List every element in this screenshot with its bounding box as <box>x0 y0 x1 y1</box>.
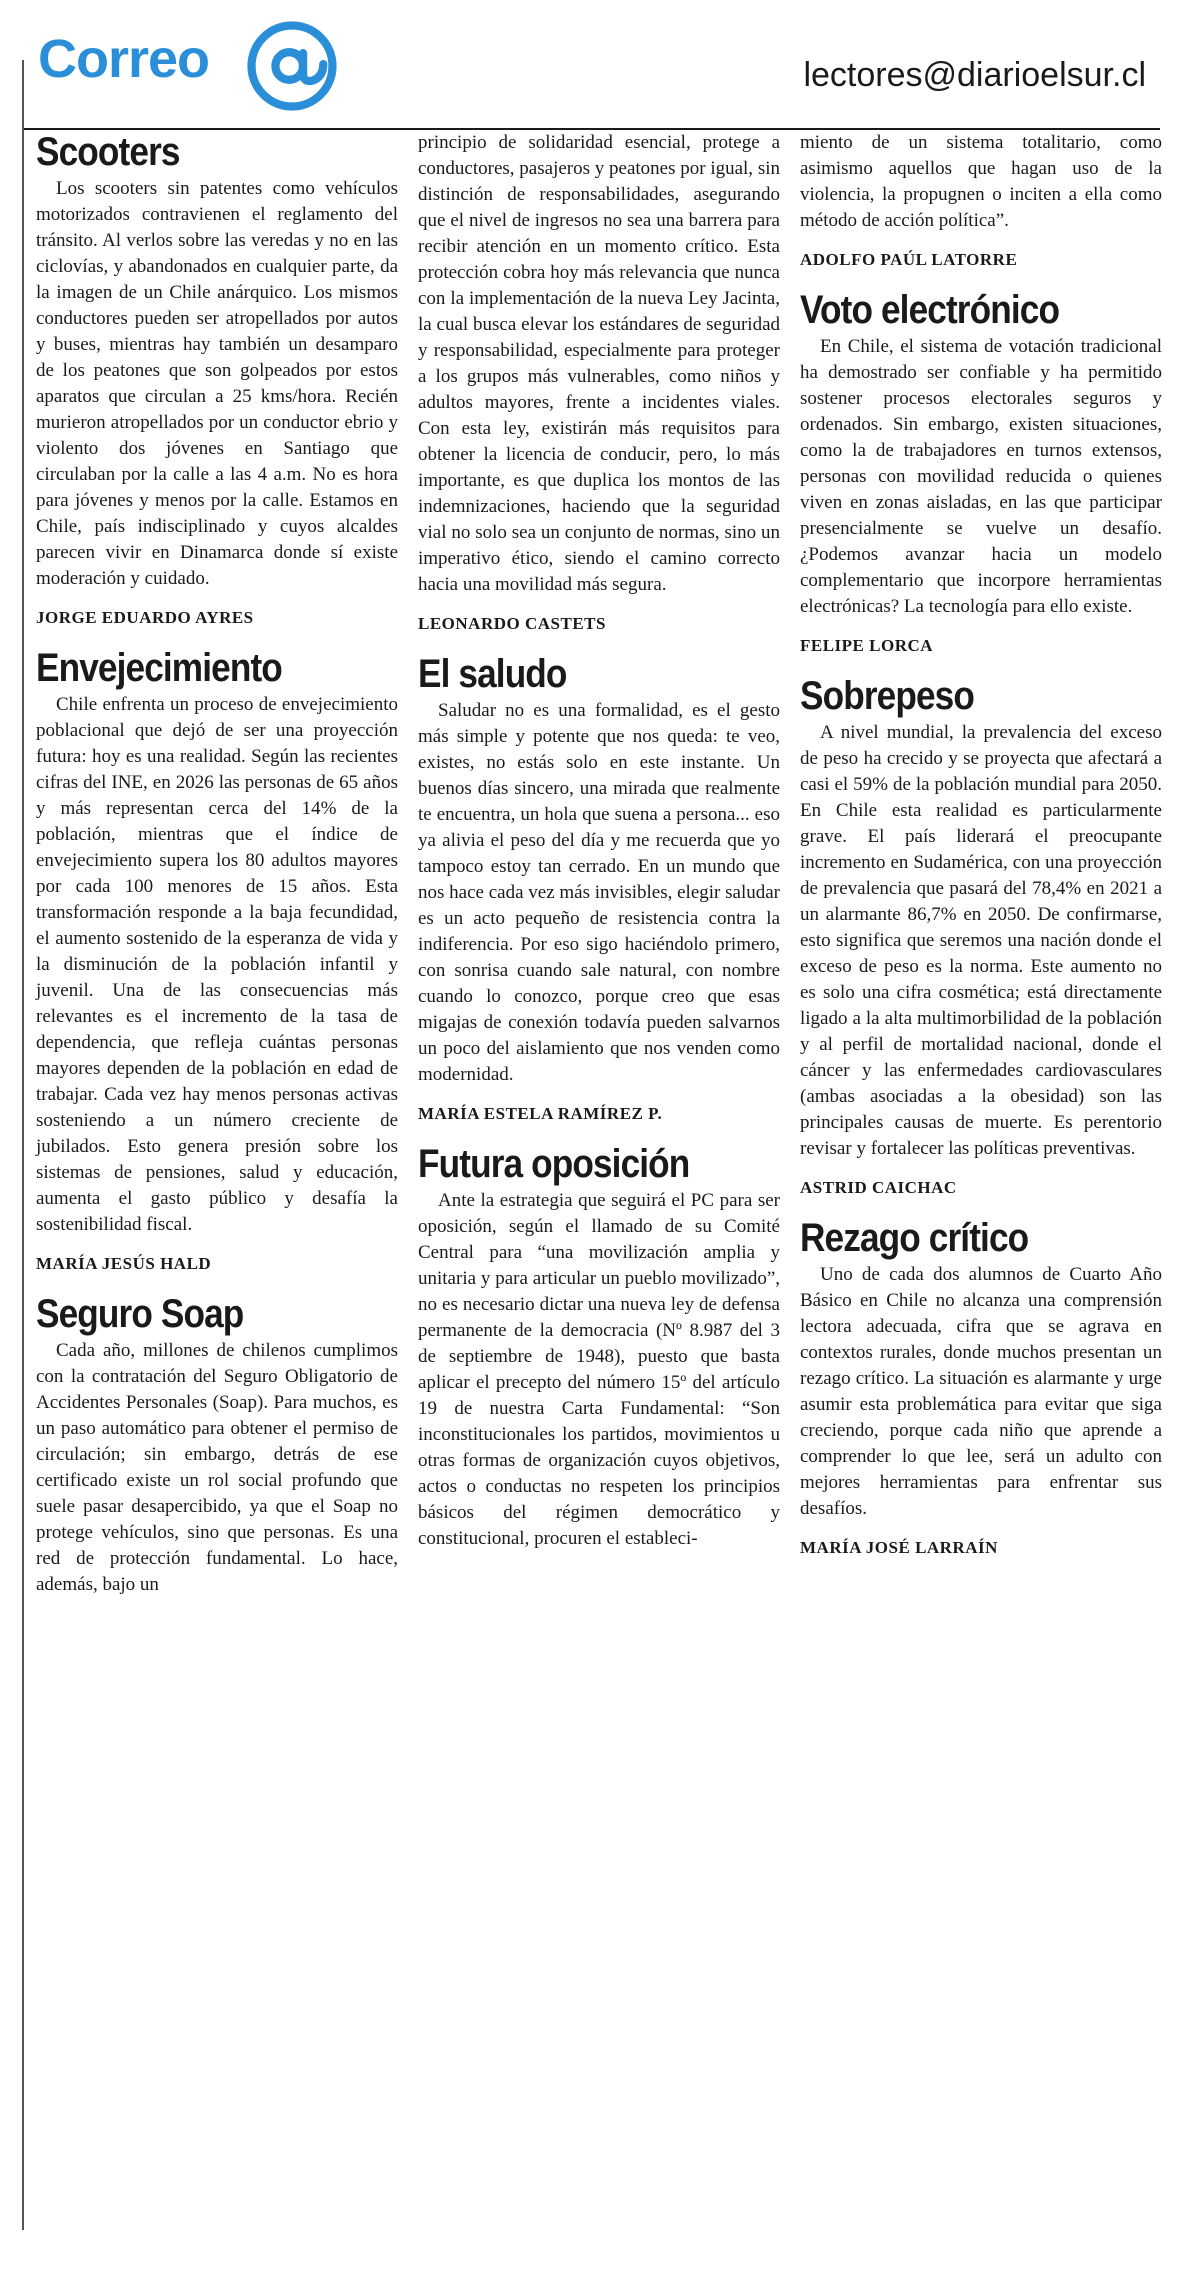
letter-el-saludo <box>418 652 780 1124</box>
letter-author: LEONARDO CASTETS <box>418 614 606 633</box>
contact-email[interactable]: lectores@diarioelsur.cl <box>803 56 1146 94</box>
column-3 <box>800 130 1162 1576</box>
letter-body-continued: miento de un sistema totalitario, como asimismo aquellos que hagan uso de la violencia, la propugnen o inciten a ella como método de acción política”. <box>800 132 1162 231</box>
letter-sobrepeso <box>800 674 1162 1198</box>
letter-envejecimiento <box>36 646 398 1274</box>
letter-title: El saludo <box>418 652 567 696</box>
letter-seguro-soap-continued <box>418 130 780 634</box>
column-1 <box>36 130 398 1612</box>
letter-title: Scooters <box>36 130 180 174</box>
letter-futura-oposicion-continued <box>800 130 1162 270</box>
letter-voto-electronico <box>800 288 1162 656</box>
at-sign-icon <box>246 20 338 112</box>
letter-body: Ante la estrategia que seguirá el PC para ser oposición, según el llamado de su Comité Central para “una movilización amplia y unitaria y para articular un pueblo movilizado”, no es necesario dictar una nueva ley de defensa permanente de la democracia (Nº 8.987 del 3 de septiembre de 1948), puesto que basta aplicar el precepto del número 15º del artículo 19 de nuestra Carta Fundamental: “Son inconstitucionales los partidos, movimientos u otras formas de organización cuyos objetivos, actos o conductas no respeten los principios básicos del régimen democrático y constitucional, procuren el estableci- <box>418 1190 780 1549</box>
letter-scooters <box>36 130 398 628</box>
left-margin-rule <box>22 60 24 2230</box>
letter-author: ADOLFO PAÚL LATORRE <box>800 250 1018 269</box>
letter-author: ASTRID CAICHAC <box>800 1178 957 1197</box>
letter-body: Cada año, millones de chilenos cumplimos con la contratación del Seguro Obligatorio de Accidentes Personales (Soap). Para muchos, es un paso automático para obtener el permiso de circulación; sin embargo, detrás de ese certificado existe un rol social profundo que suele pasar desapercibido, ya que el Soap no protege vehículos, sino que personas. Es una red de protección fundamental. Lo hace, además, bajo un <box>36 1340 398 1595</box>
letter-title: Futura oposición <box>418 1142 690 1186</box>
page-header <box>24 18 1160 130</box>
letter-body: A nivel mundial, la prevalencia del exceso de peso ha crecido y se proyecta que afectará a casi el 59% de la población mundial para 2050. En Chile esta realidad es particularmente grave. El país liderará el preocupante incremento en Sudamérica, con una proyección de prevalencia que pasará del 78,4% en 2021 a un alarmante 86,7% en 2050. De confirmarse, esto significa que seremos una nación donde el exceso de peso es la norma. Este aumento no es solo una cifra cosmética; está directamente ligado a la alta multimorbilidad de la población y al perfil de mortalidad nacional, donde el cáncer y las enfermedades cardiovasculares (ambas asociadas a la obesidad) son las principales causas de muerte. Es perentorio revisar y fortalecer las políticas preventivas. <box>800 722 1162 1159</box>
section-title: Correo <box>38 29 210 89</box>
letter-body-continued: principio de solidaridad esencial, protege a conductores, pasajeros y peatones por igual, sin distinción de responsabilidades, asegurando que el nivel de ingresos no sea una barrera para recibir atención en un momento crítico. Esta protección cobra hoy más relevancia que nunca con la implementación de la nueva Ley Jacinta, la cual busca elevar los estándares de seguridad y responsabilidad, especialmente para proteger a los grupos más vulnerables, como niños y adultos mayores, frente a incidentes viales. Con esta ley, existirán más requisitos para obtener la licencia de conducir, pero, lo más importante, es que duplica los montos de las indemnizaciones, haciendo que la seguridad vial no solo sea un conjunto de normas, sino un imperativo ético, siendo el camino correcto hacia una movilidad más segura. <box>418 132 780 595</box>
letter-author: MARÍA ESTELA RAMÍREZ P. <box>418 1104 663 1123</box>
letter-author: MARÍA JESÚS HALD <box>36 1254 212 1273</box>
column-2 <box>418 130 780 1566</box>
letter-body: Los scooters sin patentes como vehículos motorizados contravienen el reglamento del tránsito. Al verlos sobre las veredas y no en las ciclovías, y abandonados en cualquier parte, da la imagen de un Chile anárquico. Los mismos conductores pueden ser atropellados por autos y buses, mientras hay también un desamparo de los peatones que son golpeados por estos aparatos que circulan a 25 kms/hora. Recién murieron atropellados por un conductor ebrio y violento dos jóvenes en Santiago que circulaban por la calle a las 4 a.m. No es hora para jóvenes y menos por la calle. Estamos en Chile, país indisciplinado y cuyos alcaldes parecen vivir en Dinamarca donde sí existe moderación y cuidado. <box>36 178 398 589</box>
letter-title: Seguro Soap <box>36 1292 244 1336</box>
letter-title: Sobrepeso <box>800 674 974 718</box>
letter-body: Chile enfrenta un proceso de envejecimiento poblacional que dejó de ser una proyección futura: hoy es una realidad. Según las recientes cifras del INE, en 2026 las personas de 65 años y más representan cerca del 14% de la población, mientras que el índice de envejecimiento supera los 80 adultos mayores por cada 100 menores de 15 años. Esta transformación responde a la baja fecundidad, el aumento sostenido de la esperanza de vida y la disminución de la población infantil y juvenil. Una de las consecuencias más relevantes es el incremento de la tasa de dependencia, que refleja cuántas personas mayores dependen de la población en edad de trabajar. Cada vez hay menos personas activas sosteniendo a un número creciente de jubilados. Esto genera presión sobre los sistemas de pensiones, salud y educación, aumenta el gasto público y desafía la sostenibilidad fiscal. <box>36 694 398 1235</box>
letter-author: FELIPE LORCA <box>800 636 934 655</box>
letter-title: Envejecimiento <box>36 646 282 690</box>
letter-author: JORGE EDUARDO AYRES <box>36 608 254 627</box>
letter-body: Uno de cada dos alumnos de Cuarto Año Básico en Chile no alcanza una comprensión lectora adecuada, cifra que se agrava en contextos rurales, donde muchos presentan un rezago crítico. La situación es alarmante y urge asumir esta problemática para evitar que siga creciendo, porque cada niño que aprende a comprender lo que lee, será un adulto con mejores herramientas para enfrentar sus desafíos. <box>800 1264 1162 1519</box>
letter-author: MARÍA JOSÉ LARRAÍN <box>800 1538 998 1557</box>
letter-body: En Chile, el sistema de votación tradicional ha demostrado ser confiable y ha permitido sostener procesos electorales seguros y ordenados. Sin embargo, existen situaciones, como la de trabajadores en turnos extensos, personas con movilidad reducida o quienes viven en zonas aisladas, en las que participar presencialmente se vuelve un desafío. ¿Podemos avanzar hacia un modelo complementario que incorpore herramientas electrónicas? La tecnología para ello existe. <box>800 336 1162 617</box>
letter-rezago-critico <box>800 1216 1162 1558</box>
letter-title: Rezago crítico <box>800 1216 1029 1260</box>
letter-futura-oposicion <box>418 1142 780 1552</box>
letter-seguro-soap <box>36 1292 398 1598</box>
letter-body: Saludar no es una formalidad, es el gesto más simple y potente que nos queda: te veo, existes, no estás solo en este instante. Un buenos días sincero, una mirada que realmente te encuentra, un hola que suena a persona... eso ya alivia el peso del día y me recuerda que yo tampoco estoy tan cerrado. En un mundo que nos hace cada vez más invisibles, elegir saludar es un acto pequeño de resistencia contra la indiferencia. Por eso sigo haciéndolo primero, con sonrisa cuando sale natural, con nombre cuando lo conozco, porque creo que esas migajas de conexión todavía pueden salvarnos un poco del aislamiento que nos venden como modernidad. <box>418 700 780 1085</box>
letter-title: Voto electrónico <box>800 288 1060 332</box>
